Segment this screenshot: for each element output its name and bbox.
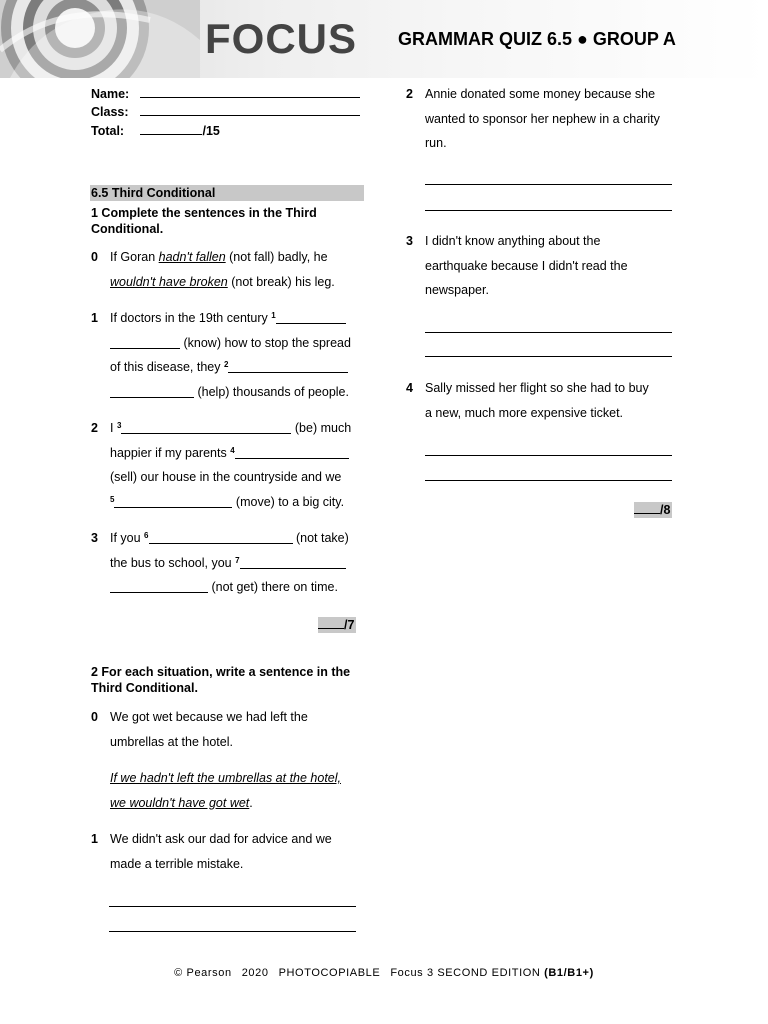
year: 2020: [241, 967, 269, 979]
level: (B1/B1+): [544, 967, 594, 979]
total-field[interactable]: [91, 123, 220, 139]
item-line: earthquake because I didn't read the: [425, 258, 628, 273]
total-max: /15: [202, 124, 220, 138]
class-line[interactable]: [140, 104, 360, 116]
name-line[interactable]: [140, 86, 360, 98]
answer-line-1b[interactable]: [109, 931, 356, 932]
item-line: [110, 355, 348, 380]
item-line: [110, 331, 351, 356]
gap-number: 2: [223, 360, 229, 369]
item-line: I didn't know anything about the: [425, 234, 601, 248]
item-line: run.: [425, 136, 447, 150]
answer-line-3b[interactable]: [425, 356, 672, 357]
gap-6-blank[interactable]: [149, 531, 293, 544]
example-answer: [110, 791, 253, 816]
text: If you: [110, 531, 145, 545]
gap-number: 6: [144, 531, 149, 540]
answer-line: If we hadn't left the umbrellas at the hotel,: [110, 771, 341, 785]
score-line[interactable]: [318, 617, 344, 629]
exercise-1-score[interactable]: [318, 617, 356, 633]
gap-number: 4: [230, 445, 235, 455]
answer-line-2b[interactable]: [425, 210, 672, 211]
item-number: 1: [91, 832, 98, 846]
gap-7-blank-cont[interactable]: [110, 580, 208, 593]
text: (not take): [292, 531, 349, 545]
edition: Focus 3 SECOND EDITION: [390, 967, 545, 979]
text: of this disease, they: [110, 360, 224, 374]
total-line[interactable]: [140, 123, 202, 135]
item-number: 2: [91, 421, 98, 435]
text: happier if my parents: [110, 445, 231, 460]
text: (not get) there on time.: [208, 580, 338, 594]
item-line: umbrellas at the hotel.: [110, 734, 233, 749]
exercise-1-instruction: 1 Complete the sentences in the Third Conditional.: [91, 206, 317, 236]
item-number: 4: [406, 381, 413, 395]
text: .: [249, 795, 253, 810]
gap-3-blank[interactable]: [121, 421, 291, 434]
copyright: © Pearson: [174, 967, 232, 979]
item-line: [110, 380, 349, 405]
score-max: /8: [660, 503, 671, 517]
gap-number: 3: [116, 421, 122, 430]
text: (move) to a big city.: [232, 494, 345, 509]
exercise-2-instruction: 2 For each situation, write a sentence in the Third Conditional.: [91, 665, 351, 695]
section-title: 6.5 Third Conditional: [90, 185, 364, 201]
answer-line-3a[interactable]: [425, 332, 672, 333]
item-number: 0: [91, 710, 98, 724]
item-line: a new, much more expensive ticket.: [425, 405, 624, 420]
focus-swirl-logo: [0, 0, 200, 78]
text: the bus to school, you: [110, 555, 236, 570]
item-number: 3: [406, 234, 413, 248]
item-line: Sally missed her flight so she had to buy: [425, 381, 649, 395]
item-line: We got wet because we had left the: [110, 710, 308, 724]
gap-2-blank-cont[interactable]: [110, 385, 194, 398]
text: If doctors in the 19th century: [110, 311, 272, 325]
item-line: made a terrible mistake.: [110, 856, 244, 871]
example-answer: hadn't fallen: [158, 250, 226, 264]
quiz-title: GRAMMAR QUIZ 6.5 ● GROUP A: [398, 29, 676, 49]
exercise-2-score[interactable]: [634, 502, 672, 518]
class-field[interactable]: [91, 104, 360, 120]
item-line: [110, 306, 346, 331]
gap-5-blank[interactable]: [114, 495, 232, 508]
class-label: Class:: [91, 105, 129, 119]
gap-7-blank[interactable]: [240, 556, 346, 569]
text: (help) thousands of people.: [194, 384, 349, 399]
gap-1-blank-cont[interactable]: [110, 336, 180, 349]
total-label: Total:: [91, 124, 125, 138]
answer-line-1a[interactable]: [109, 906, 356, 907]
item-line: [110, 551, 346, 576]
item-number: 3: [91, 531, 98, 545]
item-line: newspaper.: [425, 283, 489, 297]
header-banner: [0, 0, 768, 78]
item-line: [110, 245, 328, 270]
answer-line-4b[interactable]: [425, 480, 672, 481]
answer-line-4a[interactable]: [425, 455, 672, 456]
gap-number: 7: [235, 555, 240, 565]
gap-1-blank[interactable]: [276, 311, 346, 324]
item-line: [110, 270, 335, 295]
gap-2-blank[interactable]: [228, 360, 348, 373]
example-answer: wouldn't have broken: [110, 274, 228, 289]
item-line: [110, 416, 351, 441]
text: I: [110, 421, 117, 435]
item-line: [110, 441, 349, 466]
text: (not break) his leg.: [227, 274, 335, 289]
score-line[interactable]: [634, 502, 660, 514]
text: (be) much: [291, 421, 352, 435]
text: (not fall) badly, he: [225, 250, 328, 264]
item-line: [110, 575, 338, 600]
item-line: We didn't ask our dad for advice and we: [110, 832, 332, 846]
answer-line-2a[interactable]: [425, 184, 672, 185]
item-line: [110, 490, 344, 515]
item-number: 2: [406, 87, 413, 101]
item-line: wanted to sponsor her nephew in a charity: [425, 111, 660, 126]
item-line: [110, 465, 341, 490]
photocopiable-notice: PHOTOCOPIABLE: [278, 967, 381, 979]
answer-line: we wouldn't have got wet: [110, 795, 250, 810]
item-number: 0: [91, 250, 98, 264]
item-line: Annie donated some money because she: [425, 87, 656, 101]
gap-number: 5: [110, 494, 115, 504]
text: If Goran: [110, 250, 159, 264]
name-label: Name:: [91, 87, 130, 101]
gap-4-blank[interactable]: [235, 446, 349, 459]
gap-number: 1: [271, 311, 276, 320]
item-line: [110, 526, 349, 551]
text: (sell) our house in the countryside and we: [110, 470, 342, 484]
footer: [0, 966, 768, 980]
brand-logo-text: FOCUS: [205, 15, 357, 62]
score-max: /7: [344, 618, 355, 632]
example-answer: [110, 766, 341, 791]
name-field[interactable]: [91, 86, 360, 102]
item-number: 1: [91, 311, 98, 325]
text: (know) how to stop the spread: [180, 335, 351, 350]
